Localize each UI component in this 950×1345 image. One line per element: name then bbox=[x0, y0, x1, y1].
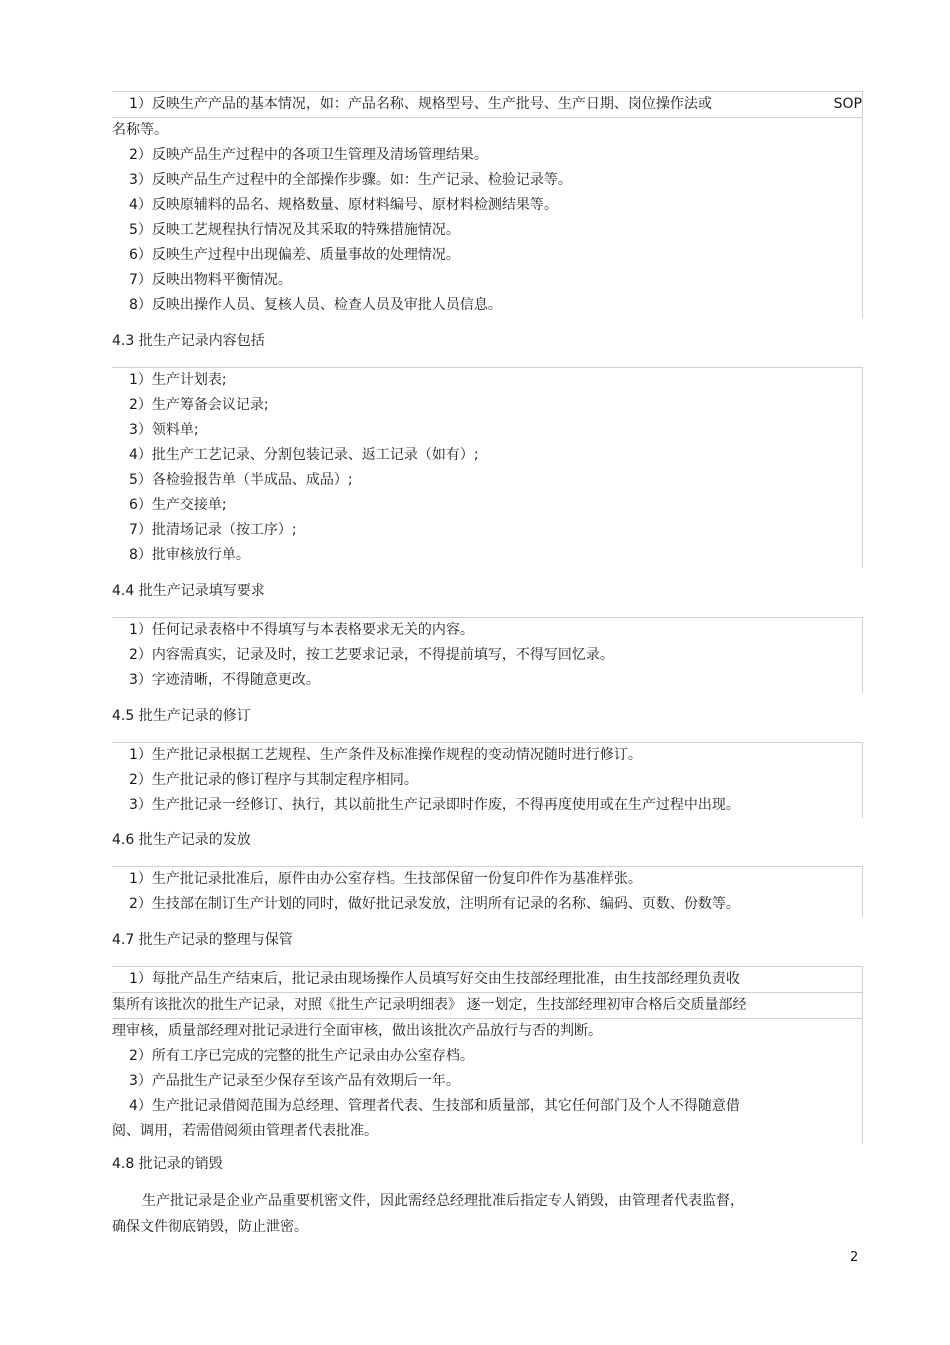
list-item: 2）生产批记录的修订程序与其制定程序相同。 bbox=[129, 772, 418, 788]
list-item: 1）生产批记录批准后，原件由办公室存档。生技部保留一份复印件作为基准样张。 bbox=[129, 871, 642, 887]
list-item: 1）反映生产产品的基本情况，如：产品名称、规格型号、生产批号、生产日期、岗位操作法或 bbox=[112, 92, 862, 118]
list-item: 2）生技部在制订生产计划的同时，做好批记录发放，注明所有记录的名称、编码、页数、份数等。 bbox=[129, 896, 740, 912]
section-heading-4-7: 4.7 批生产记录的整理与保管 bbox=[112, 932, 293, 948]
paragraph-line: 生产批记录是企业产品重要机密文件，因此需经总经理批准后指定专人销毁，由管理者代表监督， bbox=[142, 1193, 744, 1209]
list-item: 阅、调用，若需借阅须由管理者代表批准。 bbox=[112, 1123, 378, 1139]
section-list-4-7 bbox=[112, 966, 863, 1144]
list-item: 理审核，质量部经理对批记录进行全面审核，做出该批次产品放行与否的判断。 bbox=[112, 1023, 602, 1039]
list-item: 1）任何记录表格中不得填写与本表格要求无关的内容。 bbox=[129, 622, 474, 638]
list-item: 2）内容需真实，记录及时，按工艺要求记录，不得提前填写，不得写回忆录。 bbox=[129, 647, 614, 663]
list-item: 3）生产批记录一经修订、执行，其以前批生产记录即时作废，不得再度使用或在生产过程中出现。 bbox=[129, 797, 740, 813]
list-item: 5）各检验报告单（半成品、成品）; bbox=[129, 472, 353, 488]
list-item: 3）反映产品生产过程中的全部操作步骤。如：生产记录、检验记录等。 bbox=[129, 172, 572, 188]
intro-list bbox=[112, 91, 863, 318]
list-item: 5）反映工艺规程执行情况及其采取的特殊措施情况。 bbox=[129, 222, 460, 238]
list-item: 3）产品批生产记录至少保存至该产品有效期后一年。 bbox=[129, 1073, 460, 1089]
section-heading-4-5: 4.5 批生产记录的修订 bbox=[112, 708, 251, 724]
paragraph-line: 确保文件彻底销毁，防止泄密。 bbox=[112, 1219, 308, 1235]
list-item: 3）领料单; bbox=[129, 422, 199, 438]
section-list-4-5 bbox=[112, 742, 863, 818]
list-item: 1）生产计划表; bbox=[129, 372, 227, 388]
list-item: 3）字迹清晰，不得随意更改。 bbox=[129, 672, 320, 688]
section-list-4-6 bbox=[112, 866, 863, 917]
list-item: 2）所有工序已完成的完整的批生产记录由办公室存档。 bbox=[129, 1048, 474, 1064]
list-item: 6）生产交接单; bbox=[129, 497, 227, 513]
list-item: 4）生产批记录借阅范围为总经理、管理者代表、生技部和质量部，其它任何部门及个人不得随意借 bbox=[129, 1098, 740, 1114]
section-heading-4-6: 4.6 批生产记录的发放 bbox=[112, 832, 251, 848]
section-list-4-3 bbox=[112, 367, 863, 568]
list-item: 7）批清场记录（按工序）; bbox=[129, 522, 297, 538]
section-paragraph-4-8 bbox=[112, 1188, 792, 1240]
list-item: 7）反映出物料平衡情况。 bbox=[129, 272, 292, 288]
section-list-4-4 bbox=[112, 617, 863, 693]
list-item: 2）生产筹备会议记录; bbox=[129, 397, 269, 413]
sop-label: SOP bbox=[833, 96, 862, 112]
list-item: 1）每批产品生产结束后，批记录由现场操作人员填写好交由生技部经理批准，由生技部经理负责收 bbox=[112, 967, 862, 993]
list-item: 名称等。 bbox=[112, 122, 168, 138]
section-heading-4-8: 4.8 批记录的销毁 bbox=[112, 1156, 223, 1172]
list-item: 1）生产批记录根据工艺规程、生产条件及标准操作规程的变动情况随时进行修订。 bbox=[129, 747, 642, 763]
list-item: 2）反映产品生产过程中的各项卫生管理及清场管理结果。 bbox=[129, 147, 488, 163]
section-heading-4-4: 4.4 批生产记录填写要求 bbox=[112, 583, 265, 599]
list-item: 4）批生产工艺记录、分割包装记录、返工记录（如有）; bbox=[129, 447, 479, 463]
list-item: 4）反映原辅料的品名、规格数量、原材料编号、原材料检测结果等。 bbox=[129, 197, 558, 213]
section-heading-4-3: 4.3 批生产记录内容包括 bbox=[112, 333, 265, 349]
page-number: 2 bbox=[850, 1250, 859, 1265]
list-item: 8）反映出操作人员、复核人员、检查人员及审批人员信息。 bbox=[129, 297, 502, 313]
list-item: 集所有该批次的批生产记录，对照《批生产记录明细表》 逐一划定，生技部经理初审合格后交质量部经 bbox=[112, 993, 862, 1019]
list-item: 6）反映生产过程中出现偏差、质量事故的处理情况。 bbox=[129, 247, 460, 263]
list-item: 8）批审核放行单。 bbox=[129, 547, 250, 563]
